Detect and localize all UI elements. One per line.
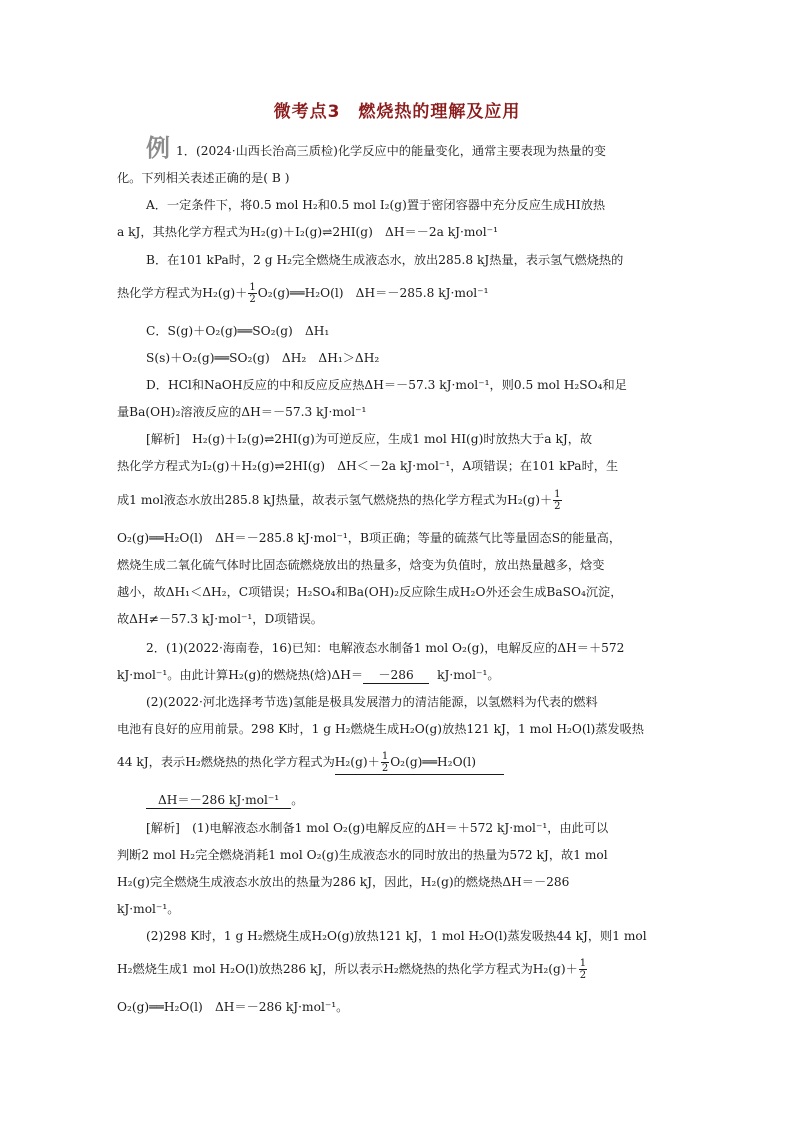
q2-analysis1-line3: H₂(g)完全燃烧生成液态水放出的热量为286 kJ，因此，H₂(g)的燃烧热ΔH＝－286 — [117, 875, 570, 889]
example-mark: 例 — [146, 134, 170, 162]
q1-stem-line1: 1．(2024·山西长治高三质检)化学反应中的能量变化，通常主要表现为热量的变 — [176, 144, 606, 158]
q1-analysis-line1: [解析] H₂(g)＋I₂(g)⇌2HI(g)为可逆反应，生成1 mol HI(g)时放热大于a kJ，故 — [146, 432, 593, 446]
q1-option-c-line2: S(s)＋O₂(g)══SO₂(g) ΔH₂ ΔH₁＞ΔH₂ — [146, 351, 380, 365]
q1-analysis-line3: 成1 mol液态水放出285.8 kJ热量，故表示氢气燃烧热的热化学方程式为H₂(g)＋ $\frac{1}{2}$ — [117, 489, 561, 512]
q2-part1-line1: 2．(1)(2022·海南卷，16)已知：电解液态水制备1 mol O₂(g)，电解反应的ΔH＝＋572 — [146, 641, 625, 655]
q1-option-a-line1: A．一定条件下，将0.5 mol H₂和0.5 mol I₂(g)置于密闭容器中充分反应生成HI放热 — [146, 198, 606, 212]
q2-part1-line2: kJ·mol⁻¹。由此计算H₂(g)的燃烧热(焓)ΔH＝ －286 kJ·mol⁻¹。 — [117, 668, 500, 682]
q1-option-a-line2: a kJ，其热化学方程式为H₂(g)＋I₂(g)⇌2HI(g) ΔH＝－2a kJ·mol⁻¹ — [117, 225, 498, 239]
q2-analysis2-line2: H₂燃烧生成1 mol H₂O(l)放热286 kJ，所以表示H₂燃烧热的热化学方程式为H₂(g)＋ $\frac{1}{2}$ — [117, 958, 587, 981]
q2-part2-line2: 电池有良好的应用前景。298 K时，1 g H₂燃烧生成H₂O(g)放热121 kJ，1 mol H₂O(l)蒸发吸热 — [117, 722, 644, 736]
q2-analysis1-line1: [解析] (1)电解液态水制备1 mol O₂(g)电解反应的ΔH＝＋572 kJ·mol⁻¹，由此可以 — [146, 821, 609, 835]
fraction-half: $\frac{1}{2}$ — [579, 958, 587, 981]
q2-part2-line3: 44 kJ，表示H₂燃烧热的热化学方程式为H₂(g)＋ $\frac{1}{2}$ O₂(g)══H₂O(l) — [117, 751, 504, 775]
q1-analysis-line4: O₂(g)══H₂O(l) ΔH＝－285.8 kJ·mol⁻¹，B项正确；等量的硫蒸气比等量固态S的能量高， — [117, 531, 622, 545]
q2-analysis1-line4: kJ·mol⁻¹。 — [117, 902, 180, 916]
q1-analysis-line7: 故ΔH≠－57.3 kJ·mol⁻¹，D项错误。 — [117, 612, 323, 626]
q1-option-b-line1: B．在101 kPa时，2 g H₂完全燃烧生成液态水，放出285.8 kJ热量，表示氢气燃烧热的 — [146, 253, 624, 267]
answer-blank: H₂(g)＋ $\frac{1}{2}$ O₂(g)══H₂O(l) — [335, 751, 504, 775]
q1-analysis-line2: 热化学方程式为I₂(g)＋H₂(g)⇌2HI(g) ΔH＜－2a kJ·mol⁻¹，A项错误；在101 kPa时，生 — [117, 459, 619, 473]
q1-option-d-line2: 量Ba(OH)₂溶液反应的ΔH＝－57.3 kJ·mol⁻¹ — [117, 405, 367, 419]
q1-option-b-line2: 热化学方程式为H₂(g)＋ $\frac{1}{2}$ O₂(g)══H₂O(l) ΔH＝－285.8 kJ·mol⁻¹ — [117, 282, 489, 305]
q2-analysis2-line1: (2)298 K时，1 g H₂燃烧生成H₂O(g)放热121 kJ，1 mol H₂O(l)蒸发吸热44 kJ，则1 mol — [146, 929, 647, 943]
q2-part2-line4: ΔH＝－286 kJ·mol⁻¹ 。 — [146, 792, 303, 809]
q2-part2-line1: (2)(2022·河北选择考节选)氢能是极具发展潜力的清洁能源，以氢燃料为代表的燃料 — [146, 695, 598, 709]
q1-stem-line2: 化。下列相关表述正确的是( B ) — [117, 171, 290, 185]
q2-analysis1-line2: 判断2 mol H₂完全燃烧消耗1 mol O₂(g)生成液态水的同时放出的热量为572 kJ，故1 mol — [117, 848, 608, 862]
fraction-half: $\frac{1}{2}$ — [554, 489, 561, 512]
fraction-half: $\frac{1}{2}$ — [249, 282, 256, 305]
q1-option-c-line1: C．S(g)＋O₂(g)══SO₂(g) ΔH₁ — [146, 324, 330, 338]
section-title: 微考点3 燃烧热的理解及应用 — [273, 102, 521, 122]
q1-analysis-line5: 燃烧生成二氧化硫气体时比固态硫燃烧放出的热量多，焓变为负值时，放出热量越多，焓变 — [117, 558, 605, 572]
q1-analysis-line6: 越小，故ΔH₁＜ΔH₂，C项错误；H₂SO₄和Ba(OH)₂反应除生成H₂O外还会生成BaSO₄沉淀， — [117, 585, 623, 599]
q2-analysis2-line3: O₂(g)══H₂O(l) ΔH＝－286 kJ·mol⁻¹。 — [117, 1000, 349, 1014]
answer-blank: ΔH＝－286 kJ·mol⁻¹ — [146, 792, 291, 809]
fraction-half: $\frac{1}{2}$ — [381, 751, 389, 774]
answer-blank: －286 — [363, 667, 429, 684]
q1-option-d-line1: D．HCl和NaOH反应的中和反应反应热ΔH＝－57.3 kJ·mol⁻¹，则0.5 mol H₂SO₄和足 — [146, 378, 627, 392]
